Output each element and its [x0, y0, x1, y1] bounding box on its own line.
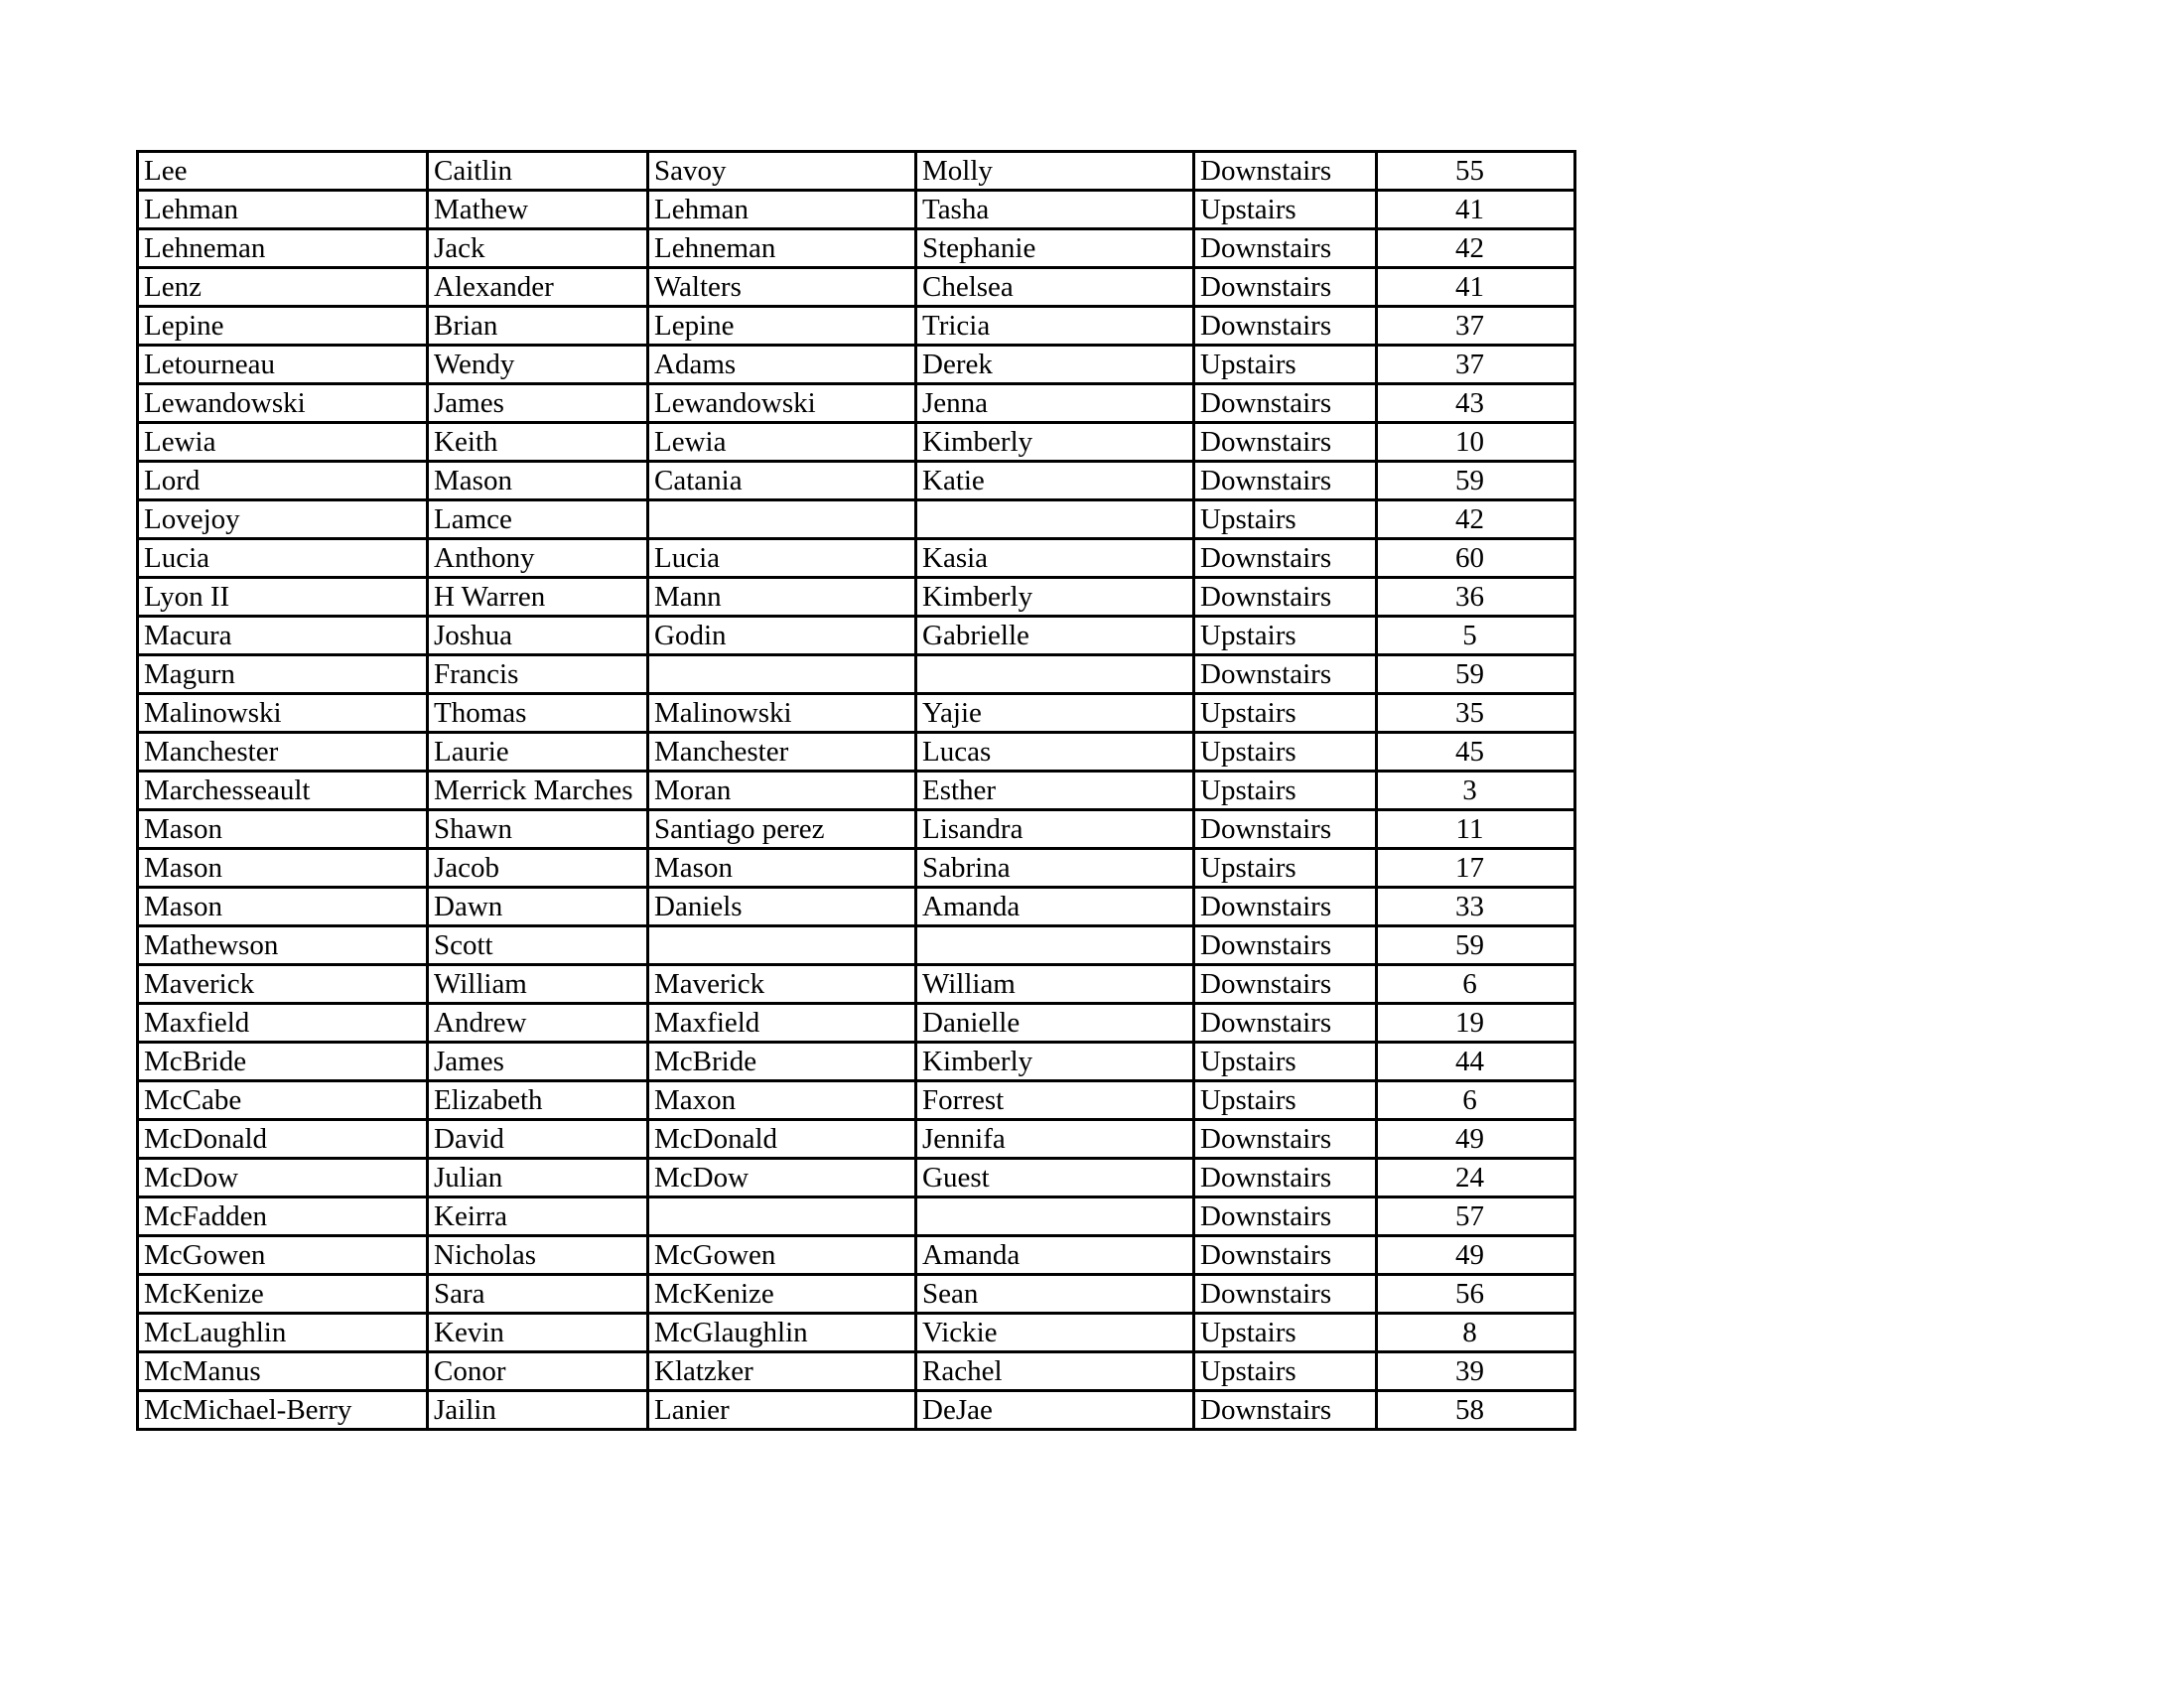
floor-cell: Upstairs: [1194, 191, 1377, 229]
guest-first-name-cell: Chelsea: [916, 268, 1194, 307]
floor-cell: Downstairs: [1194, 1275, 1377, 1314]
table-row: [138, 810, 1575, 849]
table-row: [138, 1043, 1575, 1081]
first-name-cell: James: [428, 1043, 648, 1081]
last-name-cell: Maxfield: [138, 1004, 428, 1043]
last-name-cell: McCabe: [138, 1081, 428, 1120]
table-number-cell: 56: [1377, 1275, 1575, 1314]
table-row: [138, 888, 1575, 926]
table-number-cell: 49: [1377, 1236, 1575, 1275]
last-name-cell: McDow: [138, 1159, 428, 1197]
guest-first-name-cell: Derek: [916, 346, 1194, 384]
floor-cell: Downstairs: [1194, 1391, 1377, 1430]
last-name-cell: Mason: [138, 849, 428, 888]
floor-cell: Upstairs: [1194, 500, 1377, 539]
guest-last-name-cell: Lehneman: [648, 229, 916, 268]
guest-last-name-cell: Santiago perez: [648, 810, 916, 849]
table-row: [138, 694, 1575, 733]
table-number-cell: 6: [1377, 1081, 1575, 1120]
first-name-cell: Merrick Marches: [428, 772, 648, 810]
table-row: [138, 849, 1575, 888]
table-number-cell: 41: [1377, 191, 1575, 229]
floor-cell: Downstairs: [1194, 655, 1377, 694]
first-name-cell: Anthony: [428, 539, 648, 578]
floor-cell: Downstairs: [1194, 1120, 1377, 1159]
table-number-cell: 57: [1377, 1197, 1575, 1236]
table-row: [138, 1314, 1575, 1352]
guest-last-name-cell: Savoy: [648, 152, 916, 191]
table-row: [138, 1275, 1575, 1314]
table-row: [138, 1004, 1575, 1043]
last-name-cell: McManus: [138, 1352, 428, 1391]
table-number-cell: 24: [1377, 1159, 1575, 1197]
last-name-cell: Lewandowski: [138, 384, 428, 423]
guest-first-name-cell: Kimberly: [916, 423, 1194, 462]
guest-last-name-cell: Walters: [648, 268, 916, 307]
floor-cell: Downstairs: [1194, 1236, 1377, 1275]
first-name-cell: Julian: [428, 1159, 648, 1197]
table-row: [138, 539, 1575, 578]
guest-last-name-cell: Lewia: [648, 423, 916, 462]
floor-cell: Upstairs: [1194, 1043, 1377, 1081]
floor-cell: Downstairs: [1194, 152, 1377, 191]
table-row: [138, 384, 1575, 423]
table-number-cell: 59: [1377, 655, 1575, 694]
last-name-cell: McKenize: [138, 1275, 428, 1314]
guest-first-name-cell: DeJae: [916, 1391, 1194, 1430]
floor-cell: Downstairs: [1194, 268, 1377, 307]
last-name-cell: Lovejoy: [138, 500, 428, 539]
table-number-cell: 42: [1377, 229, 1575, 268]
last-name-cell: Lucia: [138, 539, 428, 578]
floor-cell: Upstairs: [1194, 617, 1377, 655]
table-row: [138, 1236, 1575, 1275]
table-row: [138, 733, 1575, 772]
guest-last-name-cell: [648, 926, 916, 965]
last-name-cell: Lehneman: [138, 229, 428, 268]
floor-cell: Downstairs: [1194, 578, 1377, 617]
guest-last-name-cell: McGlaughlin: [648, 1314, 916, 1352]
table-number-cell: 43: [1377, 384, 1575, 423]
table-number-cell: 19: [1377, 1004, 1575, 1043]
guest-first-name-cell: Kimberly: [916, 578, 1194, 617]
table-number-cell: 42: [1377, 500, 1575, 539]
last-name-cell: Macura: [138, 617, 428, 655]
table-row: [138, 229, 1575, 268]
floor-cell: Downstairs: [1194, 810, 1377, 849]
floor-cell: Downstairs: [1194, 539, 1377, 578]
first-name-cell: Keith: [428, 423, 648, 462]
table-number-cell: 55: [1377, 152, 1575, 191]
guest-first-name-cell: Lisandra: [916, 810, 1194, 849]
table-row: [138, 1197, 1575, 1236]
guest-last-name-cell: [648, 1197, 916, 1236]
table-number-cell: 49: [1377, 1120, 1575, 1159]
table-number-cell: 8: [1377, 1314, 1575, 1352]
table-number-cell: 5: [1377, 617, 1575, 655]
table-number-cell: 33: [1377, 888, 1575, 926]
table-row: [138, 926, 1575, 965]
floor-cell: Upstairs: [1194, 694, 1377, 733]
guest-first-name-cell: Amanda: [916, 888, 1194, 926]
last-name-cell: Malinowski: [138, 694, 428, 733]
floor-cell: Downstairs: [1194, 965, 1377, 1004]
first-name-cell: Sara: [428, 1275, 648, 1314]
table-row: [138, 462, 1575, 500]
guest-first-name-cell: Guest: [916, 1159, 1194, 1197]
first-name-cell: Laurie: [428, 733, 648, 772]
table-row: [138, 423, 1575, 462]
table-number-cell: 3: [1377, 772, 1575, 810]
guest-first-name-cell: Tricia: [916, 307, 1194, 346]
guest-last-name-cell: McGowen: [648, 1236, 916, 1275]
first-name-cell: Jack: [428, 229, 648, 268]
guest-first-name-cell: Tasha: [916, 191, 1194, 229]
guest-first-name-cell: Jenna: [916, 384, 1194, 423]
floor-cell: Upstairs: [1194, 1081, 1377, 1120]
table-row: [138, 346, 1575, 384]
last-name-cell: Lee: [138, 152, 428, 191]
guest-last-name-cell: Lewandowski: [648, 384, 916, 423]
guest-last-name-cell: Godin: [648, 617, 916, 655]
last-name-cell: Letourneau: [138, 346, 428, 384]
last-name-cell: Lepine: [138, 307, 428, 346]
last-name-cell: McDonald: [138, 1120, 428, 1159]
guest-last-name-cell: Mason: [648, 849, 916, 888]
floor-cell: Upstairs: [1194, 1314, 1377, 1352]
table-row: [138, 1391, 1575, 1430]
guest-first-name-cell: Esther: [916, 772, 1194, 810]
table-row: [138, 578, 1575, 617]
guest-first-name-cell: Sean: [916, 1275, 1194, 1314]
table-number-cell: 6: [1377, 965, 1575, 1004]
floor-cell: Downstairs: [1194, 307, 1377, 346]
first-name-cell: Keirra: [428, 1197, 648, 1236]
floor-cell: Downstairs: [1194, 1197, 1377, 1236]
first-name-cell: James: [428, 384, 648, 423]
floor-cell: Upstairs: [1194, 346, 1377, 384]
floor-cell: Downstairs: [1194, 423, 1377, 462]
table-number-cell: 10: [1377, 423, 1575, 462]
guest-first-name-cell: Jennifa: [916, 1120, 1194, 1159]
floor-cell: Upstairs: [1194, 733, 1377, 772]
floor-cell: Upstairs: [1194, 772, 1377, 810]
table-number-cell: 59: [1377, 926, 1575, 965]
last-name-cell: Lewia: [138, 423, 428, 462]
floor-cell: Downstairs: [1194, 888, 1377, 926]
guest-last-name-cell: Maverick: [648, 965, 916, 1004]
last-name-cell: McGowen: [138, 1236, 428, 1275]
table-number-cell: 58: [1377, 1391, 1575, 1430]
first-name-cell: Mason: [428, 462, 648, 500]
first-name-cell: Conor: [428, 1352, 648, 1391]
last-name-cell: Lehman: [138, 191, 428, 229]
guest-last-name-cell: McDow: [648, 1159, 916, 1197]
guest-last-name-cell: Malinowski: [648, 694, 916, 733]
guest-last-name-cell: McKenize: [648, 1275, 916, 1314]
floor-cell: Downstairs: [1194, 1159, 1377, 1197]
guest-last-name-cell: Lehman: [648, 191, 916, 229]
first-name-cell: H Warren: [428, 578, 648, 617]
last-name-cell: Mason: [138, 888, 428, 926]
guest-last-name-cell: Manchester: [648, 733, 916, 772]
guest-last-name-cell: [648, 500, 916, 539]
guest-first-name-cell: [916, 500, 1194, 539]
table-number-cell: 45: [1377, 733, 1575, 772]
first-name-cell: Mathew: [428, 191, 648, 229]
table-number-cell: 37: [1377, 346, 1575, 384]
table-number-cell: 59: [1377, 462, 1575, 500]
table-number-cell: 60: [1377, 539, 1575, 578]
first-name-cell: Elizabeth: [428, 1081, 648, 1120]
floor-cell: Upstairs: [1194, 1352, 1377, 1391]
guest-first-name-cell: [916, 655, 1194, 694]
first-name-cell: Shawn: [428, 810, 648, 849]
last-name-cell: Lord: [138, 462, 428, 500]
guest-first-name-cell: Vickie: [916, 1314, 1194, 1352]
floor-cell: Upstairs: [1194, 849, 1377, 888]
guest-first-name-cell: Rachel: [916, 1352, 1194, 1391]
first-name-cell: Francis: [428, 655, 648, 694]
table-number-cell: 36: [1377, 578, 1575, 617]
table-row: [138, 772, 1575, 810]
first-name-cell: Jacob: [428, 849, 648, 888]
table-row: [138, 500, 1575, 539]
last-name-cell: Marchesseault: [138, 772, 428, 810]
last-name-cell: Lyon II: [138, 578, 428, 617]
guest-last-name-cell: Maxfield: [648, 1004, 916, 1043]
last-name-cell: Mathewson: [138, 926, 428, 965]
guest-first-name-cell: William: [916, 965, 1194, 1004]
first-name-cell: Lamce: [428, 500, 648, 539]
last-name-cell: McLaughlin: [138, 1314, 428, 1352]
last-name-cell: Magurn: [138, 655, 428, 694]
first-name-cell: Scott: [428, 926, 648, 965]
table-row: [138, 617, 1575, 655]
guest-first-name-cell: Yajie: [916, 694, 1194, 733]
table-row: [138, 268, 1575, 307]
guest-last-name-cell: [648, 655, 916, 694]
first-name-cell: David: [428, 1120, 648, 1159]
first-name-cell: Dawn: [428, 888, 648, 926]
guest-first-name-cell: [916, 926, 1194, 965]
guest-last-name-cell: Daniels: [648, 888, 916, 926]
table-number-cell: 41: [1377, 268, 1575, 307]
floor-cell: Downstairs: [1194, 384, 1377, 423]
table-row: [138, 965, 1575, 1004]
guest-first-name-cell: Kasia: [916, 539, 1194, 578]
table-row: [138, 1352, 1575, 1391]
guest-last-name-cell: Maxon: [648, 1081, 916, 1120]
floor-cell: Downstairs: [1194, 462, 1377, 500]
guest-last-name-cell: Lanier: [648, 1391, 916, 1430]
table-number-cell: 35: [1377, 694, 1575, 733]
table-row: [138, 307, 1575, 346]
guest-last-name-cell: Mann: [648, 578, 916, 617]
last-name-cell: McFadden: [138, 1197, 428, 1236]
first-name-cell: William: [428, 965, 648, 1004]
first-name-cell: Andrew: [428, 1004, 648, 1043]
guest-first-name-cell: Molly: [916, 152, 1194, 191]
first-name-cell: Thomas: [428, 694, 648, 733]
table-row: [138, 1081, 1575, 1120]
last-name-cell: Maverick: [138, 965, 428, 1004]
last-name-cell: Manchester: [138, 733, 428, 772]
guest-last-name-cell: Catania: [648, 462, 916, 500]
guest-last-name-cell: Klatzker: [648, 1352, 916, 1391]
table-number-cell: 11: [1377, 810, 1575, 849]
last-name-cell: Lenz: [138, 268, 428, 307]
guest-first-name-cell: Stephanie: [916, 229, 1194, 268]
guest-last-name-cell: Lepine: [648, 307, 916, 346]
guest-last-name-cell: Adams: [648, 346, 916, 384]
guest-first-name-cell: [916, 1197, 1194, 1236]
table-number-cell: 37: [1377, 307, 1575, 346]
guest-seating-table: [136, 150, 1576, 1431]
table-row: [138, 152, 1575, 191]
table-row: [138, 191, 1575, 229]
table-row: [138, 1159, 1575, 1197]
last-name-cell: Mason: [138, 810, 428, 849]
guest-first-name-cell: Danielle: [916, 1004, 1194, 1043]
table-row: [138, 1120, 1575, 1159]
first-name-cell: Alexander: [428, 268, 648, 307]
last-name-cell: McMichael-Berry: [138, 1391, 428, 1430]
guest-first-name-cell: Forrest: [916, 1081, 1194, 1120]
first-name-cell: Caitlin: [428, 152, 648, 191]
table-body: [138, 152, 1575, 1430]
table-number-cell: 44: [1377, 1043, 1575, 1081]
table-number-cell: 17: [1377, 849, 1575, 888]
first-name-cell: Nicholas: [428, 1236, 648, 1275]
last-name-cell: McBride: [138, 1043, 428, 1081]
table-number-cell: 39: [1377, 1352, 1575, 1391]
guest-first-name-cell: Sabrina: [916, 849, 1194, 888]
guest-last-name-cell: McDonald: [648, 1120, 916, 1159]
first-name-cell: Brian: [428, 307, 648, 346]
guest-first-name-cell: Lucas: [916, 733, 1194, 772]
guest-first-name-cell: Amanda: [916, 1236, 1194, 1275]
guest-first-name-cell: Katie: [916, 462, 1194, 500]
guest-last-name-cell: Lucia: [648, 539, 916, 578]
guest-last-name-cell: Moran: [648, 772, 916, 810]
guest-first-name-cell: Kimberly: [916, 1043, 1194, 1081]
first-name-cell: Wendy: [428, 346, 648, 384]
first-name-cell: Jailin: [428, 1391, 648, 1430]
guest-last-name-cell: McBride: [648, 1043, 916, 1081]
floor-cell: Downstairs: [1194, 1004, 1377, 1043]
first-name-cell: Joshua: [428, 617, 648, 655]
first-name-cell: Kevin: [428, 1314, 648, 1352]
floor-cell: Downstairs: [1194, 229, 1377, 268]
guest-first-name-cell: Gabrielle: [916, 617, 1194, 655]
table-row: [138, 655, 1575, 694]
floor-cell: Downstairs: [1194, 926, 1377, 965]
